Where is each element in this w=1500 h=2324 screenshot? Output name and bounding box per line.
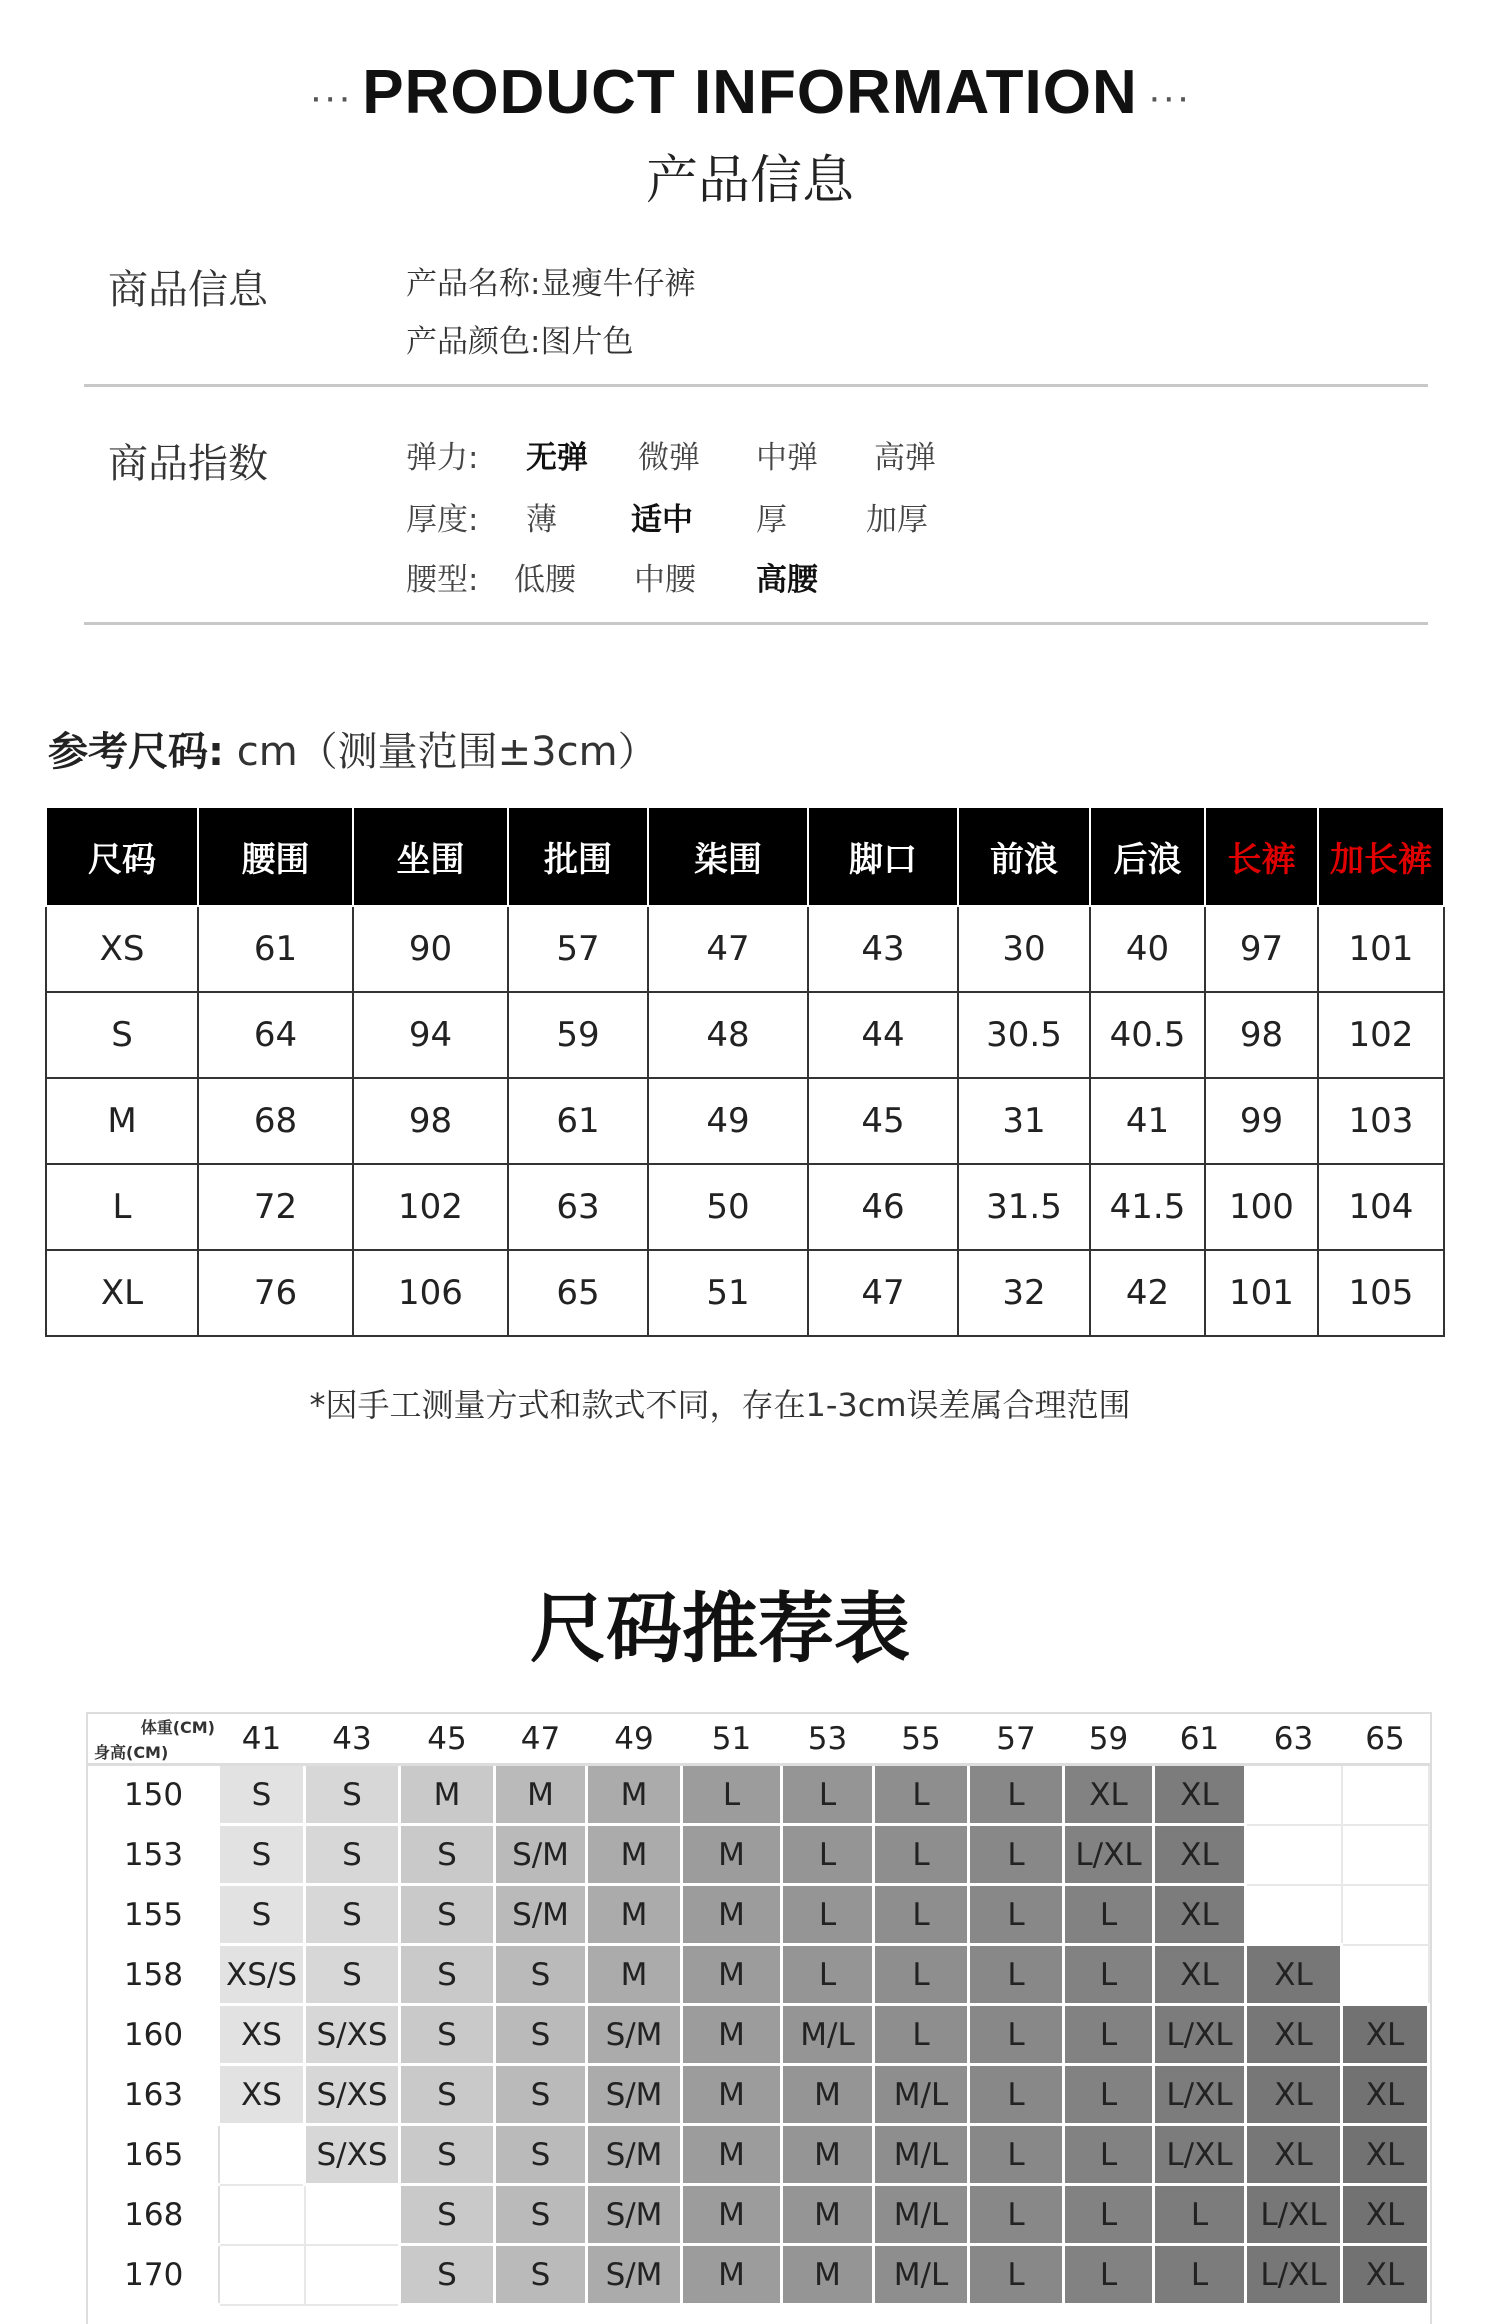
page-header	[0, 48, 1500, 216]
recommend-cell: S	[305, 1765, 400, 1825]
recommend-row	[89, 1885, 1429, 1945]
recommend-cell: L	[1064, 2245, 1154, 2305]
corner-labels	[90, 1715, 217, 1763]
size-header-cell: 加长裤	[1318, 807, 1444, 906]
recommend-cell	[1342, 1825, 1429, 1885]
recommend-cell: S	[495, 2245, 587, 2305]
weight-header-cell: 55	[874, 1714, 969, 1765]
size-cell: 64	[198, 992, 353, 1078]
product-info-section	[84, 258, 1428, 378]
size-cell: 68	[198, 1078, 353, 1164]
size-cell: 49	[648, 1078, 808, 1164]
index-option: 高腰	[756, 562, 818, 598]
size-cell: 101	[1318, 906, 1444, 992]
recommend-cell: L	[1064, 2005, 1154, 2065]
size-cell: 99	[1205, 1078, 1318, 1164]
size-header-cell: 柒围	[648, 807, 808, 906]
recommend-cell: M	[682, 1825, 782, 1885]
recommend-cell: M	[587, 1885, 682, 1945]
recommend-cell: S	[305, 1825, 400, 1885]
size-cell: 46	[808, 1164, 958, 1250]
recommend-cell: L/XL	[1154, 2125, 1246, 2185]
recommend-cell: M	[587, 1825, 682, 1885]
size-cell: 44	[808, 992, 958, 1078]
recommend-cell: L	[969, 1825, 1064, 1885]
header-dots-right: ···	[1147, 74, 1191, 119]
weight-axis-label: 体重(CM)	[140, 1718, 215, 1737]
height-cell: 160	[89, 2005, 219, 2065]
recommend-cell: M	[682, 2245, 782, 2305]
product-index-label: 商品指数	[108, 441, 268, 487]
recommend-cell: S	[400, 2245, 495, 2305]
size-header-cell: 坐围	[353, 807, 508, 906]
recommend-cell: S	[400, 2125, 495, 2185]
recommend-table-header	[89, 1714, 1429, 1765]
size-cell: 102	[1318, 992, 1444, 1078]
size-cell: XS	[46, 906, 198, 992]
header-title-cn: 产品信息	[645, 150, 854, 211]
recommend-cell	[1246, 1765, 1342, 1825]
recommend-cell: L	[969, 2125, 1064, 2185]
size-table-row	[46, 906, 1444, 992]
height-cell: 150	[89, 1765, 219, 1825]
recommend-cell: XL	[1246, 2005, 1342, 2065]
recommend-table-body	[89, 1765, 1429, 2305]
size-cell: 31.5	[958, 1164, 1090, 1250]
height-cell: 153	[89, 1825, 219, 1885]
weight-header-cell: 59	[1064, 1714, 1154, 1765]
size-cell: 41.5	[1090, 1164, 1205, 1250]
recommend-cell: M/L	[874, 2125, 969, 2185]
size-cell: 41	[1090, 1078, 1205, 1164]
recommend-cell: S	[305, 1885, 400, 1945]
size-cell: 32	[958, 1250, 1090, 1336]
divider-2	[84, 622, 1428, 625]
recommend-cell	[305, 2245, 400, 2305]
recommend-cell: L	[969, 1885, 1064, 1945]
size-cell: 72	[198, 1164, 353, 1250]
size-table-row	[46, 1078, 1444, 1164]
recommend-cell: L	[1064, 2065, 1154, 2125]
recommend-cell: S	[495, 2185, 587, 2245]
weight-header-cell: 63	[1246, 1714, 1342, 1765]
recommend-cell	[219, 2125, 305, 2185]
size-cell: 61	[508, 1078, 648, 1164]
recommend-cell: L	[1064, 2125, 1154, 2185]
recommend-cell: S/XS	[305, 2125, 400, 2185]
weight-header-cell: 51	[682, 1714, 782, 1765]
size-cell: 98	[353, 1078, 508, 1164]
size-cell: S	[46, 992, 198, 1078]
product-color-line: 产品颜色:图片色	[406, 324, 634, 360]
recommend-cell: L	[682, 1765, 782, 1825]
size-header-cell: 脚口	[808, 807, 958, 906]
recommend-row	[89, 2125, 1429, 2185]
recommend-cell: L/XL	[1064, 1825, 1154, 1885]
product-name-line: 产品名称:显瘦牛仔裤	[406, 266, 696, 302]
recommend-cell: S/M	[495, 1885, 587, 1945]
recommend-cell: S	[495, 2125, 587, 2185]
recommend-cell: M	[782, 2245, 874, 2305]
recommend-cell: L	[1064, 1885, 1154, 1945]
size-header-cell: 前浪	[958, 807, 1090, 906]
size-cell: 97	[1205, 906, 1318, 992]
index-option: 微弹	[638, 440, 700, 476]
recommend-cell: S	[495, 2065, 587, 2125]
recommend-cell: XL	[1154, 1765, 1246, 1825]
height-cell: 163	[89, 2065, 219, 2125]
size-cell: M	[46, 1078, 198, 1164]
header-title-en-text: PRODUCT INFORMATION	[362, 58, 1138, 127]
recommend-cell: S/M	[587, 2005, 682, 2065]
recommend-cell: S/XS	[305, 2005, 400, 2065]
index-option: 无弹	[526, 440, 588, 476]
recommend-row	[89, 1945, 1429, 2005]
recommend-cell: L	[874, 2005, 969, 2065]
product-info-label: 商品信息	[108, 267, 268, 313]
recommend-cell: XL	[1246, 1945, 1342, 2005]
size-cell: 106	[353, 1250, 508, 1336]
recommend-cell: M	[782, 2185, 874, 2245]
size-header-cell: 长裤	[1205, 807, 1318, 906]
size-cell: 59	[508, 992, 648, 1078]
recommend-cell: L	[969, 2005, 1064, 2065]
size-cell: 103	[1318, 1078, 1444, 1164]
size-header-cell: 腰围	[198, 807, 353, 906]
size-cell: 102	[353, 1164, 508, 1250]
recommend-cell: M/L	[782, 2005, 874, 2065]
recommend-cell: XL	[1342, 2245, 1429, 2305]
ref-size-unit: cm（测量范围±3cm）	[224, 729, 658, 775]
size-cell: XL	[46, 1250, 198, 1336]
recommend-cell: XL	[1246, 2065, 1342, 2125]
recommend-cell: XL	[1342, 2185, 1429, 2245]
recommend-cell: S/M	[495, 1825, 587, 1885]
recommend-row	[89, 2065, 1429, 2125]
recommend-row	[89, 2005, 1429, 2065]
height-cell: 158	[89, 1945, 219, 2005]
recommend-cell: S	[400, 1945, 495, 2005]
height-cell: 168	[89, 2185, 219, 2245]
size-cell: 100	[1205, 1164, 1318, 1250]
size-cell: 43	[808, 906, 958, 992]
size-cell: 57	[508, 906, 648, 992]
header-title-en	[0, 48, 1500, 142]
index-option: 适中	[631, 502, 693, 538]
weight-header-cell: 57	[969, 1714, 1064, 1765]
recommend-cell: M/L	[874, 2065, 969, 2125]
weight-header-cell: 43	[305, 1714, 400, 1765]
size-header-cell: 后浪	[1090, 807, 1205, 906]
recommend-cell: S	[400, 1825, 495, 1885]
corner-cell	[89, 1714, 219, 1765]
size-cell: L	[46, 1164, 198, 1250]
recommend-cell: M	[587, 1765, 682, 1825]
weight-header-cell: 41	[219, 1714, 305, 1765]
size-cell: 42	[1090, 1250, 1205, 1336]
index-option: 低腰	[514, 562, 576, 598]
recommend-cell	[219, 2185, 305, 2245]
height-cell: 155	[89, 1885, 219, 1945]
size-cell: 47	[648, 906, 808, 992]
recommend-cell: S/M	[587, 2065, 682, 2125]
size-cell: 30	[958, 906, 1090, 992]
recommend-cell: XL	[1342, 2005, 1429, 2065]
index-row-name: 弹力:	[406, 440, 479, 476]
recommend-cell: XL	[1342, 2065, 1429, 2125]
recommend-cell: XS	[219, 2005, 305, 2065]
recommend-cell: S	[495, 1945, 587, 2005]
recommend-cell	[1246, 1825, 1342, 1885]
recommend-cell: M	[782, 2065, 874, 2125]
recommend-cell: L/XL	[1246, 2185, 1342, 2245]
ref-size-label: 参考尺码:	[48, 729, 224, 775]
recommend-cell: M	[495, 1765, 587, 1825]
size-cell: 65	[508, 1250, 648, 1336]
recommend-cell: L	[782, 1825, 874, 1885]
size-cell: 30.5	[958, 992, 1090, 1078]
size-table	[45, 806, 1445, 1337]
recommend-row	[89, 1825, 1429, 1885]
header-dots-left: ···	[309, 74, 353, 119]
size-cell: 31	[958, 1078, 1090, 1164]
weight-header-cell: 53	[782, 1714, 874, 1765]
recommend-cell	[305, 2185, 400, 2245]
recommend-cell: XL	[1246, 2125, 1342, 2185]
size-cell: 98	[1205, 992, 1318, 1078]
size-table-body	[46, 906, 1444, 1336]
recommend-cell: S	[305, 1945, 400, 2005]
recommend-table	[87, 1712, 1430, 2306]
recommend-cell: M	[682, 2065, 782, 2125]
index-option: 中弹	[756, 440, 818, 476]
size-cell: 105	[1318, 1250, 1444, 1336]
recommend-cell	[1342, 1765, 1429, 1825]
divider-1	[84, 384, 1428, 387]
recommend-cell: M	[682, 1885, 782, 1945]
recommend-cell: L	[1154, 2185, 1246, 2245]
recommend-cell: S	[400, 2005, 495, 2065]
size-header-cell: 尺码	[46, 807, 198, 906]
recommend-cell: S/M	[587, 2245, 682, 2305]
recommend-cell: L	[782, 1885, 874, 1945]
weight-header-cell: 45	[400, 1714, 495, 1765]
recommend-cell: S	[400, 2185, 495, 2245]
recommend-cell: L	[782, 1765, 874, 1825]
recommend-cell: M	[682, 2005, 782, 2065]
size-cell: 50	[648, 1164, 808, 1250]
recommend-cell: L	[1154, 2245, 1246, 2305]
size-cell: 101	[1205, 1250, 1318, 1336]
recommend-cell: M	[782, 2125, 874, 2185]
size-header-cell: 批围	[508, 807, 648, 906]
weight-header-cell: 47	[495, 1714, 587, 1765]
height-cell: 165	[89, 2125, 219, 2185]
recommend-cell: M/L	[874, 2185, 969, 2245]
recommend-cell: M	[587, 1945, 682, 2005]
size-cell: 47	[808, 1250, 958, 1336]
measurement-note: *因手工测量方式和款式不同，存在1-3cm误差属合理范围	[309, 1386, 1131, 1424]
size-table-row	[46, 992, 1444, 1078]
weight-header-cell: 61	[1154, 1714, 1246, 1765]
recommend-cell: S	[495, 2005, 587, 2065]
ref-size-title	[48, 720, 658, 777]
size-table-header	[46, 807, 1444, 906]
recommend-cell: S/M	[587, 2185, 682, 2245]
recommend-cell: L/XL	[1154, 2065, 1246, 2125]
recommend-cell: L	[874, 1825, 969, 1885]
size-cell: 40	[1090, 906, 1205, 992]
size-table-row	[46, 1164, 1444, 1250]
index-option: 加厚	[866, 502, 928, 538]
recommend-cell	[1342, 1885, 1429, 1945]
size-cell: 51	[648, 1250, 808, 1336]
size-table-row	[46, 1250, 1444, 1336]
recommend-cell: M	[682, 2185, 782, 2245]
size-cell: 48	[648, 992, 808, 1078]
recommend-cell: XS	[219, 2065, 305, 2125]
recommend-cell: L	[969, 2185, 1064, 2245]
recommend-cell: L	[969, 1765, 1064, 1825]
recommend-cell: L	[969, 1945, 1064, 2005]
recommend-cell: M	[400, 1765, 495, 1825]
weight-header-cell: 65	[1342, 1714, 1429, 1765]
size-cell: 45	[808, 1078, 958, 1164]
recommend-cell: L	[782, 1945, 874, 2005]
recommend-cell: S	[219, 1825, 305, 1885]
recommend-cell: L/XL	[1246, 2245, 1342, 2305]
recommend-row	[89, 2245, 1429, 2305]
recommend-cell: L	[874, 1945, 969, 2005]
recommend-cell: S	[219, 1885, 305, 1945]
recommend-cell: XS/S	[219, 1945, 305, 2005]
size-cell: 40.5	[1090, 992, 1205, 1078]
recommend-cell: XL	[1154, 1945, 1246, 2005]
weight-header-cell: 49	[587, 1714, 682, 1765]
recommend-cell: XL	[1064, 1765, 1154, 1825]
recommend-cell	[1246, 1885, 1342, 1945]
recommend-cell: S	[400, 2065, 495, 2125]
size-cell: 76	[198, 1250, 353, 1336]
recommend-cell: S	[219, 1765, 305, 1825]
height-cell: 170	[89, 2245, 219, 2305]
recommend-title: 尺码推荐表	[530, 1584, 910, 1673]
recommend-cell: M	[682, 1945, 782, 2005]
index-option: 薄	[526, 502, 557, 538]
size-cell: 104	[1318, 1164, 1444, 1250]
index-option: 高弹	[874, 440, 936, 476]
recommend-cell: S	[400, 1885, 495, 1945]
size-cell: 90	[353, 906, 508, 992]
index-row-name: 厚度:	[406, 502, 479, 538]
recommend-cell	[219, 2245, 305, 2305]
recommend-row	[89, 2185, 1429, 2245]
recommend-cell: L	[969, 2245, 1064, 2305]
recommend-cell: S/XS	[305, 2065, 400, 2125]
index-row-name: 腰型:	[406, 562, 479, 598]
size-cell: 61	[198, 906, 353, 992]
recommend-cell: XL	[1342, 2125, 1429, 2185]
recommend-cell: S/M	[587, 2125, 682, 2185]
recommend-cell: L	[874, 1885, 969, 1945]
recommend-cell: L/XL	[1154, 2005, 1246, 2065]
recommend-cell: M	[682, 2125, 782, 2185]
recommend-cell: L	[874, 1765, 969, 1825]
index-option: 厚	[756, 502, 787, 538]
size-cell: 94	[353, 992, 508, 1078]
recommend-cell: L	[1064, 2185, 1154, 2245]
height-axis-label: 身高(CM)	[94, 1743, 169, 1762]
recommend-cell: XL	[1154, 1885, 1246, 1945]
recommend-cell	[1342, 1945, 1429, 2005]
recommend-cell: XL	[1154, 1825, 1246, 1885]
index-option: 中腰	[634, 562, 696, 598]
size-cell: 63	[508, 1164, 648, 1250]
recommend-cell: L	[1064, 1945, 1154, 2005]
recommend-cell: L	[969, 2065, 1064, 2125]
recommend-row	[89, 1765, 1429, 1825]
recommend-cell: M/L	[874, 2245, 969, 2305]
